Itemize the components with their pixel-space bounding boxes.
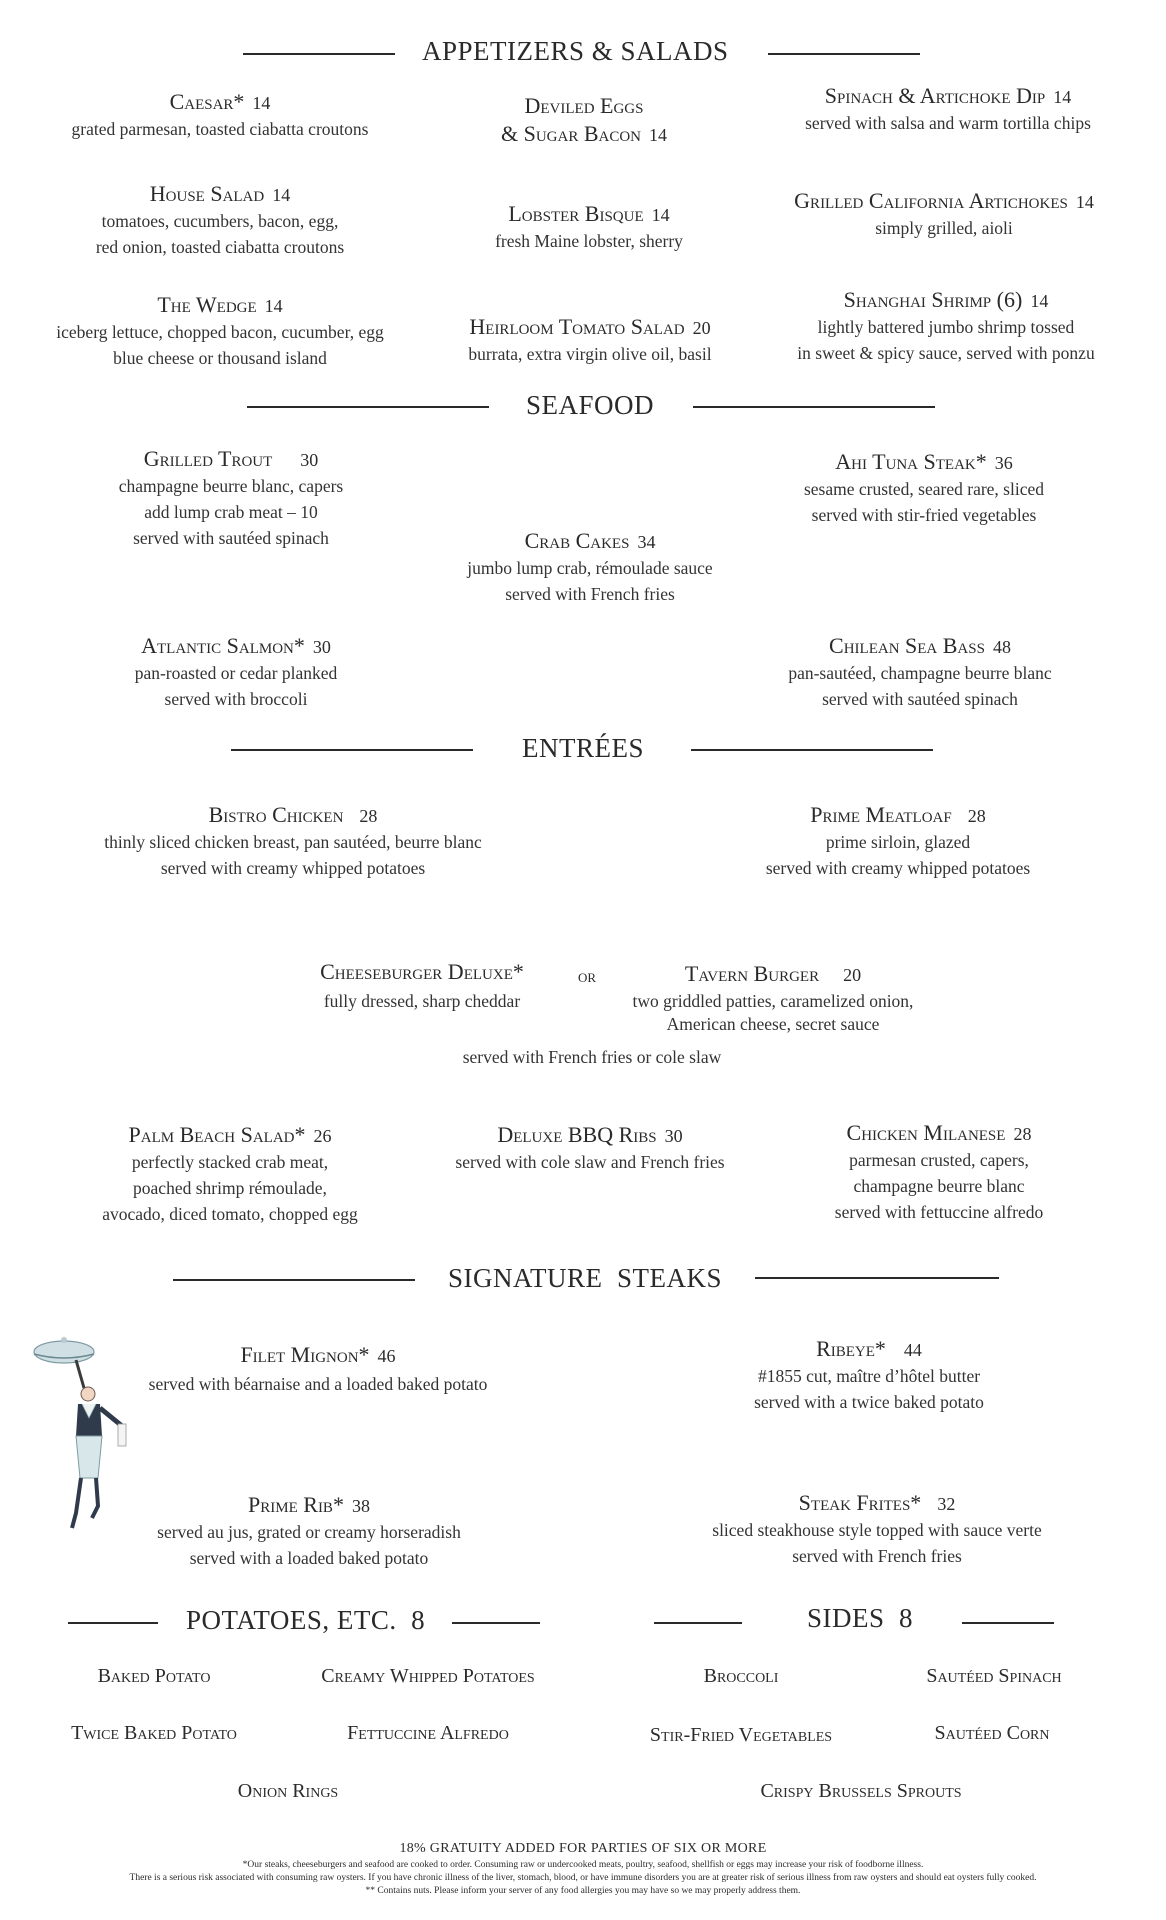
menu-item-heirloom-tomato	[468, 313, 711, 367]
menu-item-artichokes	[794, 187, 1094, 241]
section-rule	[691, 749, 933, 751]
menu-item-lobster-bisque	[495, 200, 683, 254]
item-price: 20	[692, 318, 711, 338]
item-price: 14	[1053, 87, 1072, 107]
item-desc: pan-roasted or cedar planked	[134, 663, 338, 683]
section-rule	[231, 749, 473, 751]
item-desc: parmesan crusted, capers,	[849, 1150, 1029, 1170]
item-name: Deviled Eggs	[524, 93, 644, 118]
item-desc: #1855 cut, maître d’hôtel butter	[757, 1366, 981, 1386]
item-price: 28	[359, 806, 378, 826]
menu-item-deviled-eggs	[501, 92, 667, 148]
item-desc: American cheese, secret sauce	[666, 1014, 880, 1034]
item-desc: served with French fries	[505, 584, 675, 604]
item-desc: burrata, extra virgin olive oil, basil	[468, 344, 712, 364]
menu-item-ahi-tuna	[804, 448, 1044, 528]
side-creamy-whipped-potatoes: Creamy Whipped Potatoes	[321, 1665, 535, 1687]
item-name: The Wedge	[157, 292, 257, 317]
menu-item-prime-rib	[157, 1491, 461, 1571]
item-name: House Salad	[149, 181, 265, 206]
item-desc: jumbo lump crab, rémoulade sauce	[467, 558, 713, 578]
item-desc: perfectly stacked crab meat,	[131, 1152, 329, 1172]
section-header-sides: SIDES 8	[807, 1603, 914, 1633]
item-desc: add lump crab meat – 10	[144, 502, 318, 522]
menu-item-atlantic-salmon	[135, 632, 338, 712]
section-header-potatoes: POTATOES, ETC. 8	[186, 1605, 426, 1635]
item-name: Deluxe BBQ Ribs	[497, 1122, 657, 1147]
item-name: Shanghai Shrimp (6)	[843, 287, 1023, 312]
item-desc: served with fettuccine alfredo	[834, 1202, 1044, 1222]
item-desc: red onion, toasted ciabatta croutons	[95, 237, 345, 257]
side-onion-rings: Onion Rings	[237, 1780, 339, 1802]
item-name: Chicken Milanese	[846, 1120, 1006, 1145]
section-rule	[68, 1622, 158, 1624]
item-desc: fresh Maine lobster, sherry	[495, 231, 683, 251]
item-desc: served with broccoli	[164, 689, 308, 709]
item-name: Caesar*	[169, 89, 245, 114]
item-desc: sliced steakhouse style topped with sauce verte	[712, 1520, 1042, 1540]
item-name: Filet Mignon*	[240, 1342, 370, 1367]
item-desc: iceberg lettuce, chopped bacon, cucumber, egg	[56, 322, 384, 342]
item-name: Palm Beach Salad*	[128, 1122, 306, 1147]
item-desc: served with salsa and warm tortilla chips	[805, 113, 1091, 133]
item-desc: served with béarnaise and a loaded baked potato	[148, 1374, 488, 1394]
item-price: 14	[1030, 291, 1049, 311]
item-desc: champagne beurre blanc, capers	[118, 476, 344, 496]
item-name: Bistro Chicken	[208, 802, 344, 827]
section-rule	[755, 1277, 999, 1279]
item-desc: grated parmesan, toasted ciabatta croutons	[71, 119, 369, 139]
item-desc: served with creamy whipped potatoes	[765, 858, 1031, 878]
menu-item-prime-meatloaf	[766, 801, 1030, 881]
item-price: 30	[312, 637, 331, 657]
item-name: Grilled California Artichokes	[794, 188, 1068, 213]
item-desc: pan-sautéed, champagne beurre blanc	[788, 663, 1052, 683]
item-price: 30	[300, 450, 319, 470]
menu-item-crab-cakes	[467, 527, 712, 607]
item-name: Tavern Burger	[684, 961, 820, 986]
menu-item-shanghai-shrimp	[797, 286, 1094, 366]
item-price: 44	[903, 1340, 922, 1360]
item-desc: tomatoes, cucumbers, bacon, egg,	[101, 211, 339, 231]
disclaimer-line: There is a serious risk associated with consuming raw oysters. If you have chronic illness of the liver, stomach, blood, or have immune disorders you are at greater risk of serious illness from raw oysters and should eat oysters fully cooked.	[129, 1873, 1037, 1883]
side-twice-baked-potato: Twice Baked Potato	[71, 1722, 237, 1744]
item-name: Steak Frites*	[798, 1490, 922, 1515]
item-price: 14	[252, 93, 271, 113]
section-header-appetizers: APPETIZERS & SALADS	[422, 36, 729, 66]
section-rule	[768, 53, 920, 55]
item-price: 34	[637, 532, 656, 552]
item-name: Ahi Tuna Steak*	[835, 449, 987, 474]
menu-item-chicken-milanese	[835, 1119, 1043, 1225]
menu-item-bbq-ribs	[455, 1121, 724, 1175]
section-rule	[452, 1622, 540, 1624]
or-divider: or	[578, 966, 597, 986]
item-desc: simply grilled, aioli	[875, 218, 1013, 238]
item-name: Prime Meatloaf	[810, 802, 952, 827]
item-price: 32	[937, 1494, 956, 1514]
menu-item-caesar	[72, 88, 369, 142]
item-price: 14	[264, 296, 283, 316]
menu-item-chilean-sea-bass	[788, 632, 1051, 712]
section-header-seafood: SEAFOOD	[526, 390, 655, 420]
item-desc: served with a loaded baked potato	[189, 1548, 429, 1568]
item-price: 36	[994, 453, 1013, 473]
item-desc: served with a twice baked potato	[754, 1392, 984, 1412]
item-desc: champagne beurre blanc	[853, 1176, 1025, 1196]
item-desc: two griddled patties, caramelized onion,	[632, 991, 914, 1011]
item-price: 28	[967, 806, 986, 826]
item-desc: poached shrimp rémoulade,	[133, 1178, 327, 1198]
section-rule	[654, 1622, 742, 1624]
item-desc: blue cheese or thousand island	[113, 348, 327, 368]
section-rule	[247, 406, 489, 408]
item-name: Atlantic Salmon*	[141, 633, 305, 658]
item-name: Ribeye*	[816, 1336, 886, 1361]
item-desc: sesame crusted, seared rare, sliced	[803, 479, 1045, 499]
section-header-steaks: SIGNATURE STEAKS	[448, 1263, 723, 1293]
menu-item-the-wedge	[56, 291, 383, 371]
item-name: Prime Rib*	[248, 1492, 344, 1517]
side-baked-potato: Baked Potato	[97, 1665, 211, 1687]
section-header-entrees: ENTRÉES	[522, 733, 644, 763]
item-name: Spinach & Artichoke Dip	[824, 83, 1046, 108]
menu-item-tavern-burger	[633, 960, 914, 1034]
menu-item-steak-frites	[712, 1489, 1041, 1569]
menu-item-spinach-dip	[805, 82, 1091, 136]
side-stir-fried-vegetables: Stir-Fried Vegetables	[649, 1724, 833, 1746]
item-desc: lightly battered jumbo shrimp tossed	[817, 317, 1075, 337]
item-price: 48	[992, 637, 1011, 657]
item-price: 20	[843, 965, 862, 985]
item-price: 14	[272, 185, 291, 205]
disclaimer-line: *Our steaks, cheeseburgers and seafood are cooked to order. Consuming raw or undercooked meats, poultry, seafood, shellfish or eggs may increase your risk of foodborne illness.	[242, 1860, 924, 1870]
menu-item-palm-beach-salad	[102, 1121, 358, 1227]
item-desc: served au jus, grated or creamy horseradish	[157, 1522, 461, 1542]
item-price: 14	[1075, 192, 1094, 212]
side-crispy-brussels-sprouts: Crispy Brussels Sprouts	[760, 1780, 962, 1802]
menu-item-cheeseburger	[320, 958, 524, 1014]
item-price: 38	[351, 1496, 370, 1516]
menu-item-house-salad	[96, 180, 344, 260]
item-desc: fully dressed, sharp cheddar	[323, 991, 521, 1011]
item-price: 26	[313, 1126, 332, 1146]
menu-item-bistro-chicken	[104, 801, 482, 881]
item-desc: served with sautéed spinach	[133, 528, 329, 548]
item-name: Chilean Sea Bass	[829, 633, 985, 658]
item-price: 28	[1013, 1124, 1032, 1144]
item-name: Grilled Trout	[143, 446, 273, 471]
side-sauteed-corn: Sautéed Corn	[934, 1722, 1050, 1744]
item-name: Cheeseburger Deluxe*	[320, 959, 524, 984]
item-desc: thinly sliced chicken breast, pan sautéed, beurre blanc	[104, 832, 482, 852]
item-desc: served with stir-fried vegetables	[811, 505, 1037, 525]
waiter-illustration	[26, 1328, 156, 1538]
side-fettuccine-alfredo: Fettuccine Alfredo	[347, 1722, 509, 1744]
menu-item-ribeye	[754, 1335, 984, 1415]
item-name: Heirloom Tomato Salad	[469, 314, 685, 339]
side-sauteed-spinach: Sautéed Spinach	[926, 1665, 1062, 1687]
item-name: Crab Cakes	[524, 528, 630, 553]
menu-item-grilled-trout	[119, 445, 343, 551]
item-price: 46	[377, 1346, 396, 1366]
item-desc: served with cole slaw and French fries	[455, 1152, 725, 1172]
side-broccoli: Broccoli	[703, 1665, 779, 1687]
section-rule	[962, 1622, 1054, 1624]
item-price: 30	[664, 1126, 683, 1146]
section-rule	[173, 1279, 415, 1281]
item-name-line2: & Sugar Bacon	[500, 121, 642, 146]
item-desc: served with sautéed spinach	[822, 689, 1018, 709]
item-desc: served with French fries	[792, 1546, 962, 1566]
section-rule	[693, 406, 935, 408]
gratuity-note: 18% GRATUITY ADDED FOR PARTIES OF SIX OR MORE	[399, 1841, 767, 1856]
disclaimer-line: ** Contains nuts. Please inform your server of any food allergies you may have so we may properly address them.	[365, 1886, 801, 1896]
item-desc: avocado, diced tomato, chopped egg	[102, 1204, 358, 1224]
item-name: Lobster Bisque	[508, 201, 644, 226]
item-desc: served with creamy whipped potatoes	[160, 858, 426, 878]
section-rule	[243, 53, 395, 55]
item-desc: prime sirloin, glazed	[825, 832, 971, 852]
menu-item-filet-mignon	[149, 1341, 488, 1397]
item-desc: in sweet & spicy sauce, served with ponzu	[797, 343, 1095, 363]
item-price: 14	[649, 125, 668, 145]
burger-note: served with French fries or cole slaw	[462, 1047, 722, 1067]
item-price: 14	[651, 205, 670, 225]
